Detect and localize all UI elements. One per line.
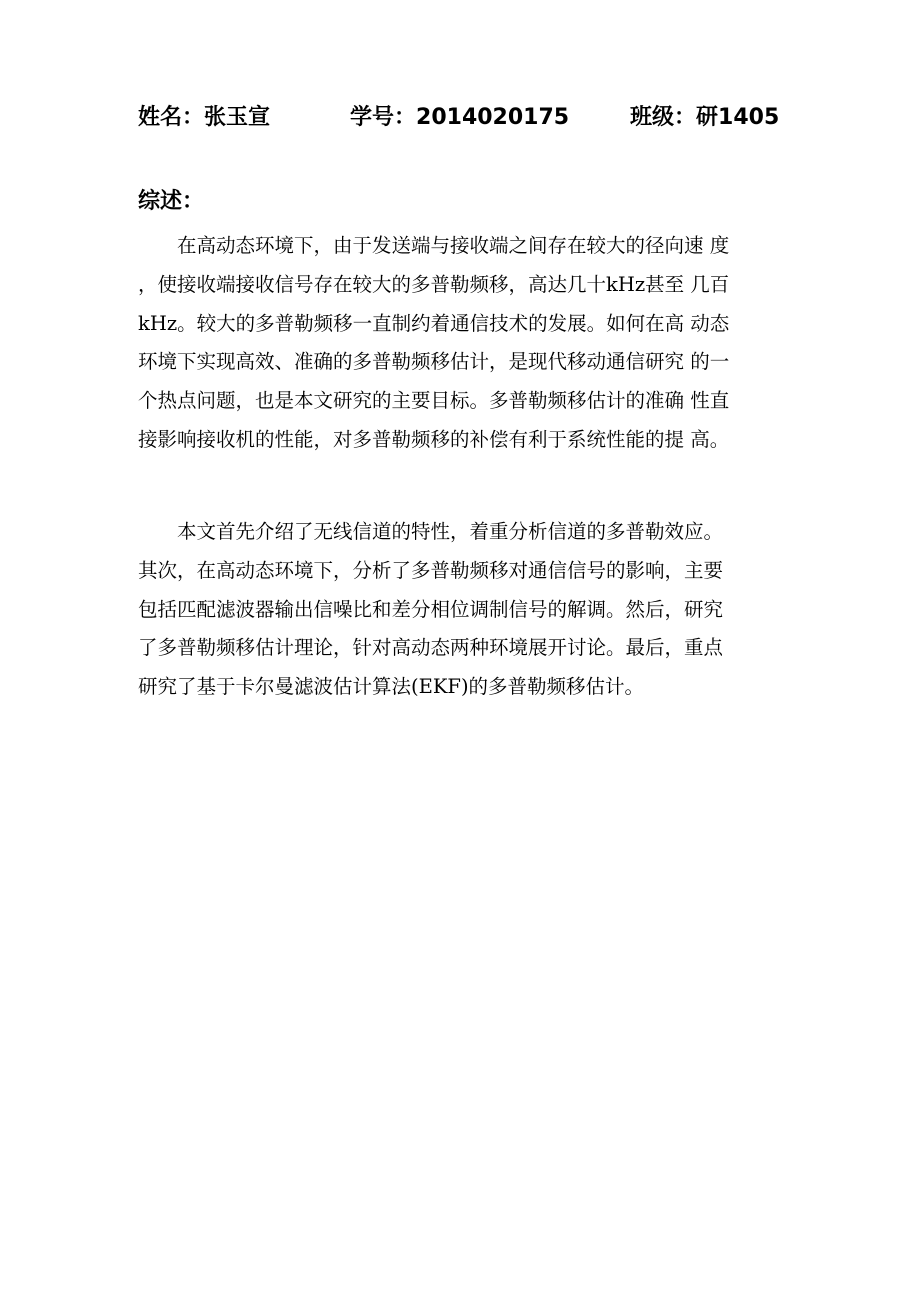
paragraph-line: 研究了基于卡尔曼滤波估计算法(EKF)的多普勒频移估计。 [138,675,645,699]
summary-paragraph-2 [138,513,790,707]
paragraph-line: 包括匹配滤波器输出信噪比和差分相位调制信号的解调。然后，研究 [138,597,724,621]
class-value: 研1405 [696,105,780,130]
paragraph-line: 环境下实现高效、准确的多普勒频移估计，是现代移动通信研究 的一 [138,350,730,374]
paragraph-line: kHz。较大的多普勒频移一直制约着通信技术的发展。如何在高 动态 [138,311,730,335]
paragraph-line: 在高动态环境下，由于发送端与接收端之间存在较大的径向速 度 [138,234,730,257]
summary-paragraph-1 [138,227,790,460]
summary-title: 综述： [138,189,205,214]
student-name-field [138,98,270,138]
student-info-header [138,98,788,138]
paragraph-line: 本文首先介绍了无线信道的特性，着重分析信道的多普勒效应。 [138,520,724,543]
paragraph-line: 接影响接收机的性能，对多普勒频移的补偿有利于系统性能的提 高。 [138,427,730,451]
student-class-field [630,98,779,138]
class-label: 班级： [630,105,697,130]
paragraph-line: 个热点问题，也是本文研究的主要目标。多普勒频移估计的准确 性直 [138,389,730,413]
paragraph-line: 了多普勒频移估计理论，针对高动态两种环境展开讨论。最后，重点 [138,636,724,660]
student-id-field [350,98,569,138]
id-label: 学号： [350,105,417,130]
name-label: 姓名： [138,105,205,130]
id-value: 2014020175 [416,105,570,130]
paragraph-line: ，使接收端接收信号存在较大的多普勒频移，高达几十kHz甚至 几百 [138,272,730,296]
name-value: 张玉宣 [204,105,271,130]
paragraph-line: 其次，在高动态环境下，分析了多普勒频移对通信信号的影响，主要 [138,558,724,582]
